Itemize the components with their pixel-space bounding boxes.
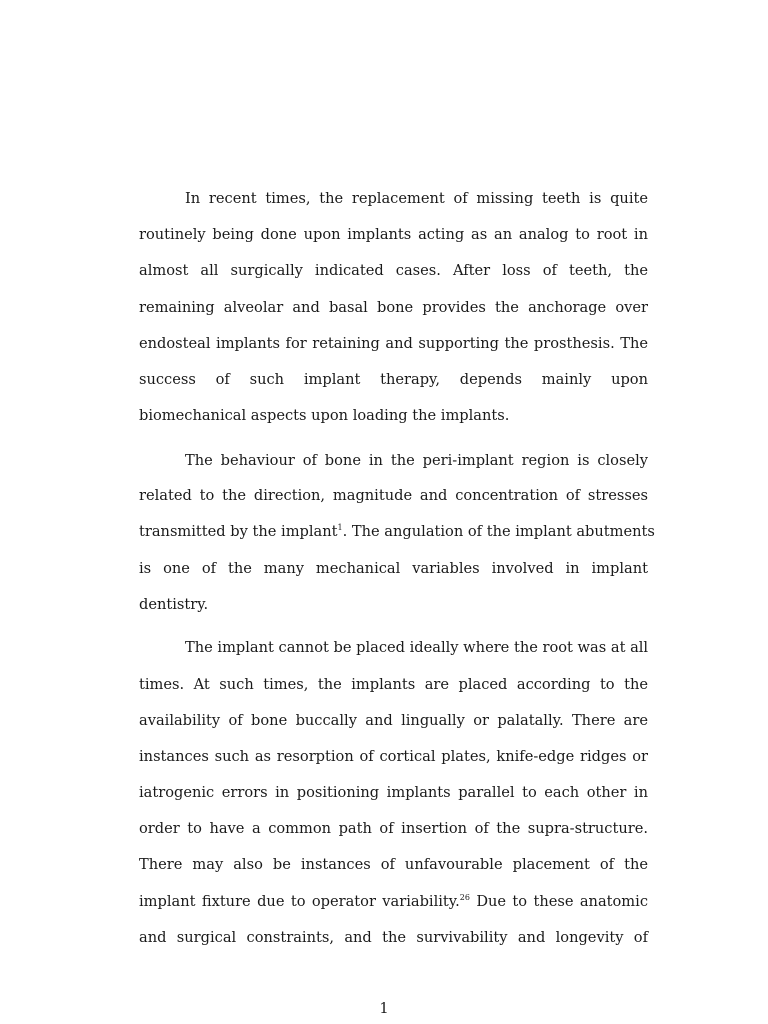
text-span: Due to these anatomic (469, 893, 648, 910)
text-span: . The angulation of the implant abutments (342, 523, 655, 540)
citation-superscript: 1 (337, 523, 343, 532)
text-line: and surgical constraints, and the survivability and longevity of (139, 929, 648, 946)
text-line: success of such implant therapy, depends mainly upon (139, 371, 648, 388)
text-line: instances such as resorption of cortical plates, knife-edge ridges or (139, 748, 648, 765)
text-line: order to have a common path of insertion of the supra-structure. (139, 820, 648, 837)
text-line (139, 523, 655, 541)
text-line: dentistry. (139, 596, 209, 613)
text-line: The implant cannot be placed ideally where the root was at all (185, 639, 649, 656)
text-line: biomechanical aspects upon loading the implants. (139, 407, 510, 424)
text-line (139, 893, 648, 911)
text-line: related to the direction, magnitude and concentration of stresses (139, 487, 648, 504)
text-line: In recent times, the replacement of missing teeth is quite (185, 190, 648, 207)
text-span: transmitted by the implant (139, 523, 338, 540)
text-line: endosteal implants for retaining and supporting the prosthesis. The (139, 335, 648, 352)
text-line: times. At such times, the implants are placed according to the (139, 676, 648, 693)
citation-superscript: 26 (459, 893, 470, 902)
text-line: iatrogenic errors in positioning implants parallel to each other in (139, 784, 648, 801)
text-line: remaining alveolar and basal bone provides the anchorage over (139, 299, 648, 316)
text-span: implant fixture due to operator variability. (139, 893, 460, 910)
text-line: is one of the many mechanical variables involved in implant (139, 560, 648, 577)
text-line: almost all surgically indicated cases. After loss of teeth, the (139, 262, 648, 279)
page-number: 1 (379, 1000, 389, 1017)
text-line: availability of bone buccally and lingually or palatally. There are (139, 712, 648, 729)
text-line: routinely being done upon implants acting as an analog to root in (139, 226, 648, 243)
text-line: There may also be instances of unfavourable placement of the (139, 856, 648, 873)
text-line: The behaviour of bone in the peri-implant region is closely (185, 452, 648, 469)
